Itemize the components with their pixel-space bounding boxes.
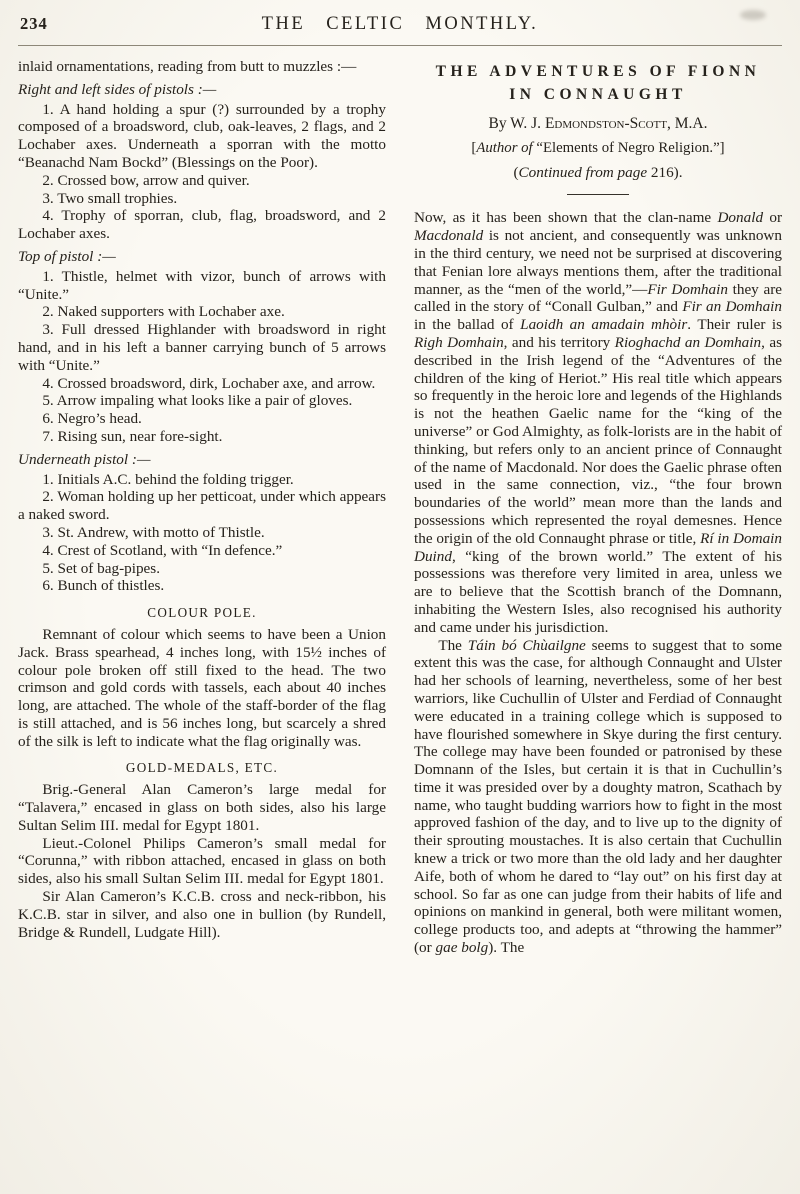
- paragraph: Sir Alan Cameron’s K.C.B. cross and neck-ribbon, his K.C.B. star in silver, and also one in bullion (by Rundell, Bridge & Rundell, Ludgate Hill).: [18, 888, 386, 941]
- paragraph: Brig.-General Alan Cameron’s large medal for “Talavera,” encased in glass on both sides, also his large Sultan Selim III. medal for Egypt 1801.: [18, 781, 386, 834]
- numbered-item: 1. Thistle, helmet with vizor, bunch of arrows with “Unite.”: [18, 267, 386, 303]
- journal-title: THE CELTIC MONTHLY.: [261, 14, 539, 34]
- left-column: [18, 58, 386, 957]
- numbered-item: 2. Naked supporters with Lochaber axe.: [42, 303, 285, 321]
- subsection-heading-colour-pole: COLOUR POLE.: [147, 605, 257, 621]
- two-column-layout: [18, 58, 782, 957]
- page-header: [18, 12, 782, 38]
- numbered-item: 1. A hand holding a spur (?) surrounded by a trophy composed of a broadsword, club, oak-leaves, 2 flags, and 2 Lochaber axes. Underneath a sporran with the motto “Beanachd Nam Bockd” (Blessings on the Poor).: [18, 100, 386, 171]
- article-paragraph: The Táin bó Chùailgne seems to suggest that to some extent this was the case, for although Connaught and Ulster had her schools of learning, nevertheless, some of her best warriors, like Cuchullin of Ulster and Ferdiad of Connaught were educated in a training college which is supposed to have flourished somewhere in Skye during the first century. The college may have been founded or patronised by these Domnann of the Isles, but certain it is that in Cuchullin’s time it was presided over by a doughty matron, Scathach by name, who taught budding warriors how to fight in the most approved fashion of the day, and to live up to the dignity of their sprouting moustaches. It is also certain that Cuchullin knew a trick or two more than the old lady and her daughter Aife, both of whom he dared to “lay out” on his first day at school. So far as one can judge from their habits of life and opinions on mankind in general, both were militant women, college products too, and adepts at “throwing the hammer” (or gae bolg). The: [414, 636, 782, 957]
- page-number: 234: [20, 14, 48, 33]
- article-paragraph: Now, as it has been shown that the clan-name Donald or Macdonald is not ancient, and consequently was unknown in the third century, we need not be surprised at discovering that Fenian lore always mentions them, after the traditional manner, as the “men of the world,”—Fir Domhain they are called in the story of “Conall Gulban,” and Fir an Domhain in the ballad of Laoidh an amadain mhòir. Their ruler is Righ Domhain, and his territory Rioghachd an Domhain, as described in the Irish legend of the “Adventures of the children of the king of Heriot.” His real title which appears so frequently in the heroic lore and legends of the Highlands is not the heathen Gaelic name for the “king of the universe” or God Almighty, as folk-lorists are in the habit of thinking, but refers only to an ancient prince of Connaught of the name of Macdonald. Nor does the Gaelic phrase often used in the same connection, viz., “the four brown boundaries of the world” mean more than the lands and possessions which represented the royal demesnes. Hence the origin of the old Connaught phrase or title, Rí in Domain Duind, “king of the brown world.” The extent of his possessions was therefore very limited in area, unless we are to believe that the Scottish branch of the Domnann, inhabiting the Western Isles, also recognised his authority and came under his jurisdiction.: [414, 209, 783, 636]
- numbered-item: 4. Trophy of sporran, club, flag, broadsword, and 2 Lochaber axes.: [18, 207, 386, 243]
- numbered-item: 5. Set of bag-pipes.: [42, 559, 160, 577]
- numbered-item: 3. St. Andrew, with motto of Thistle.: [42, 523, 265, 541]
- article-title: [414, 60, 782, 106]
- right-column: [414, 58, 782, 957]
- numbered-item: 4. Crest of Scotland, with “In defence.”: [42, 541, 283, 559]
- author-note: [Author of “Elements of Negro Religion.”]: [471, 139, 725, 156]
- section-heading-pistol-sides: Right and left sides of pistols :—: [18, 80, 217, 98]
- byline: By W. J. Edmondston-Scott, M.A.: [488, 115, 708, 132]
- section-divider: [567, 194, 629, 195]
- numbered-item: 1. Initials A.C. behind the folding trigger.: [42, 470, 294, 488]
- numbered-item: 6. Negro’s head.: [42, 410, 142, 428]
- section-heading-pistol-top: Top of pistol :—: [18, 247, 116, 265]
- numbered-item: 6. Bunch of thistles.: [42, 577, 165, 595]
- article-title-line1: THE ADVENTURES OF FIONN: [435, 63, 761, 80]
- subsection-heading-gold-medals: GOLD-MEDALS, ETC.: [125, 760, 279, 776]
- paragraph: Lieut.-Colonel Philips Cameron’s small medal for “Corunna,” with ribbon attached, encased in glass on both sides, also his small Sultan Selim III. medal for Egypt 1801.: [18, 834, 386, 888]
- numbered-item: 2. Woman holding up her petticoat, under which appears a naked sword.: [18, 488, 386, 524]
- section-heading-pistol-underneath: Underneath pistol :—: [18, 450, 151, 468]
- numbered-item: 7. Rising sun, near fore-sight.: [42, 427, 223, 445]
- continued-from-note: (Continued from page 216).: [513, 163, 683, 181]
- numbered-item: 4. Crossed broadsword, dirk, Lochaber axe, and arrow.: [42, 374, 376, 392]
- continuation-paragraph: inlaid ornamentations, reading from butt to muzzles :—: [18, 58, 357, 75]
- numbered-item: 5. Arrow impaling what looks like a pair of gloves.: [42, 392, 353, 410]
- numbered-item: 2. Crossed bow, arrow and quiver.: [42, 171, 250, 189]
- numbered-item: 3. Two small trophies.: [42, 189, 178, 207]
- paragraph: Remnant of colour which seems to have been a Union Jack. Brass spearhead, 4 inches long, with 15½ inches of colour pole broken off still fixed to the head. The two crimson and gold cords with tassels, each about 40 inches long, are attached. The whole of the staff-border of the flag is still attached, and is 56 inches long, but scarcely a shred of the silk is left to indicate what the flag originally was.: [18, 625, 386, 750]
- header-rule: [18, 45, 782, 46]
- article-title-line2: IN CONNAUGHT: [509, 86, 687, 103]
- numbered-item: 3. Full dressed Highlander with broadsword in right hand, and in his left a banner carrying bunch of 5 arrows with “Unite.”: [18, 321, 386, 374]
